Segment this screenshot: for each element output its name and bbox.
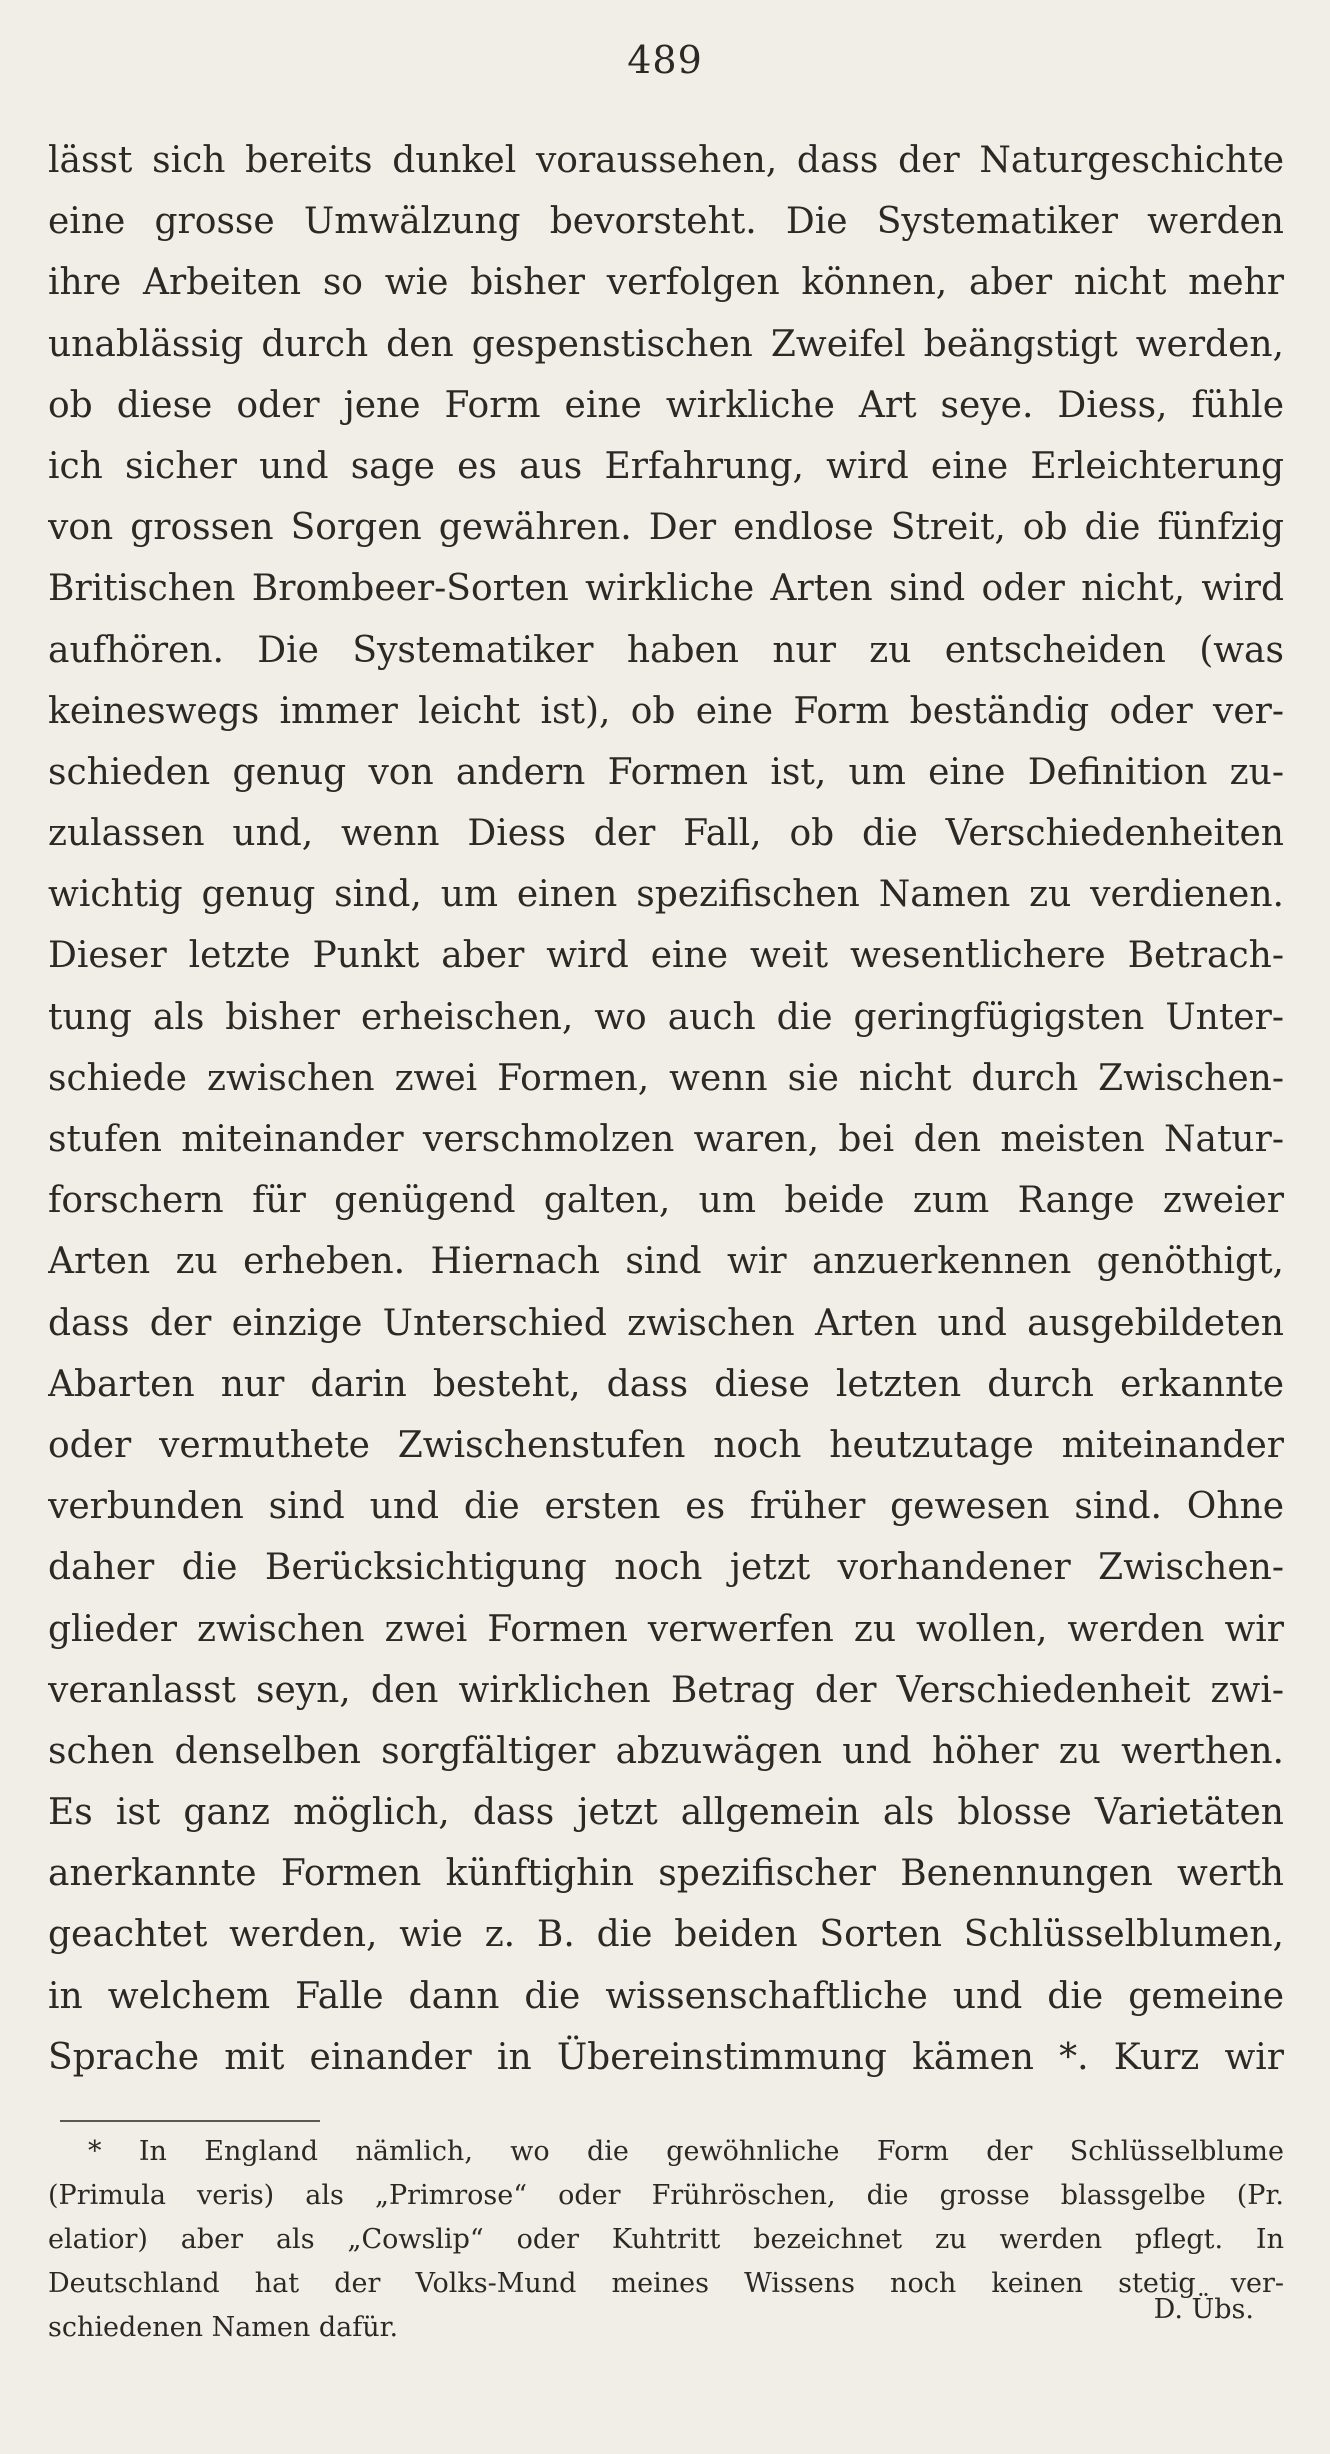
text-line: dass der einzige Unterschied zwischen Arten und ausgebildeten	[48, 1302, 1284, 1344]
footnote-marker: *	[88, 2136, 102, 2167]
text-line: forschern für genügend galten, um beide zum Range zweier	[48, 1180, 1284, 1222]
text-line: tung als bisher erheischen, wo auch die geringfügigsten Unter-	[48, 996, 1284, 1038]
footnote-line: (Primula veris) als „Primrose“ oder Frühröschen, die grosse blassgelbe (Pr.	[48, 2180, 1284, 2211]
text-line: oder vermuthete Zwischenstufen noch heutzutage miteinander	[48, 1424, 1284, 1466]
body-text	[48, 130, 1284, 2088]
text-line: daher die Berücksichtigung noch jetzt vorhandener Zwischen-	[48, 1547, 1284, 1589]
text-line: von grossen Sorgen gewähren. Der endlose Streit, ob die fünfzig	[48, 507, 1284, 549]
footnote-signature: D. Übs.	[1153, 2294, 1254, 2325]
footnote-line	[48, 2130, 1284, 2174]
footnote-text: In England nämlich, wo die gewöhnliche Form der Schlüsselblume	[138, 2136, 1284, 2167]
footnote-line: schiedenen Namen dafür.	[48, 2312, 399, 2343]
text-line: ich sicher und sage es aus Erfahrung, wird eine Erleichterung	[48, 445, 1284, 487]
text-line: verbunden sind und die ersten es früher gewesen sind. Ohne	[48, 1486, 1284, 1528]
text-line: geachtet werden, wie z. B. die beiden Sorten Schlüsselblumen,	[48, 1914, 1284, 1956]
footnote-line: Deutschland hat der Volks-Mund meines Wissens noch keinen stetig ver-	[48, 2268, 1284, 2299]
page-number: 489	[627, 38, 703, 82]
text-line: stufen miteinander verschmolzen waren, bei den meisten Natur-	[48, 1119, 1284, 1160]
footnote-rule	[60, 2120, 320, 2122]
text-line: Arten zu erheben. Hiernach sind wir anzuerkennen genöthigt,	[48, 1241, 1284, 1283]
text-line: zulassen und, wenn Diess der Fall, ob die Verschiedenheiten	[48, 813, 1284, 855]
text-line: lässt sich bereits dunkel voraussehen, dass der Naturgeschichte	[48, 140, 1284, 181]
text-line: aufhören. Die Systematiker haben nur zu entscheiden (was	[48, 629, 1284, 671]
text-line: glieder zwischen zwei Formen verwerfen zu wollen, werden wir	[48, 1608, 1284, 1650]
text-line: schiede zwischen zwei Formen, wenn sie nicht durch Zwischen-	[48, 1057, 1284, 1099]
text-line: Es ist ganz möglich, dass jetzt allgemein als blosse Varietäten	[48, 1792, 1284, 1834]
text-line: Britischen Brombeer-Sorten wirkliche Arten sind oder nicht, wird	[48, 568, 1284, 610]
text-line: unablässig durch den gespenstischen Zweifel beängstigt werden,	[48, 323, 1284, 365]
text-line: eine grosse Umwälzung bevorsteht. Die Systematiker werden	[48, 201, 1284, 243]
text-line: ob diese oder jene Form eine wirkliche Art seye. Diess, fühle	[48, 384, 1284, 426]
text-line: wichtig genug sind, um einen spezifischen Namen zu verdienen.	[48, 874, 1284, 916]
text-line: schen denselben sorgfältiger abzuwägen und höher zu werthen.	[48, 1730, 1284, 1772]
text-line: Sprache mit einander in Übereinstimmung kämen *. Kurz wir	[48, 2036, 1284, 2078]
text-line: keineswegs immer leicht ist), ob eine Form beständig oder ver-	[48, 690, 1284, 732]
text-line: Dieser letzte Punkt aber wird eine weit wesentlichere Betrach-	[48, 935, 1284, 977]
text-line: ihre Arbeiten so wie bisher verfolgen können, aber nicht mehr	[48, 262, 1284, 304]
footnote-line: elatior) aber als „Cowslip“ oder Kuhtritt bezeichnet zu werden pflegt. In	[48, 2224, 1284, 2255]
text-line: in welchem Falle dann die wissenschaftliche und die gemeine	[48, 1975, 1284, 2017]
footnote	[48, 2130, 1284, 2350]
text-line: schieden genug von andern Formen ist, um eine Definition zu-	[48, 751, 1284, 793]
text-line: anerkannte Formen künftighin spezifischer Benennungen werth	[48, 1853, 1284, 1895]
footnote-last-line	[48, 2294, 1284, 2350]
text-line: Abarten nur darin besteht, dass diese letzten durch erkannte	[48, 1363, 1284, 1405]
text-line: veranlasst seyn, den wirklichen Betrag der Verschiedenheit zwi-	[48, 1669, 1284, 1711]
